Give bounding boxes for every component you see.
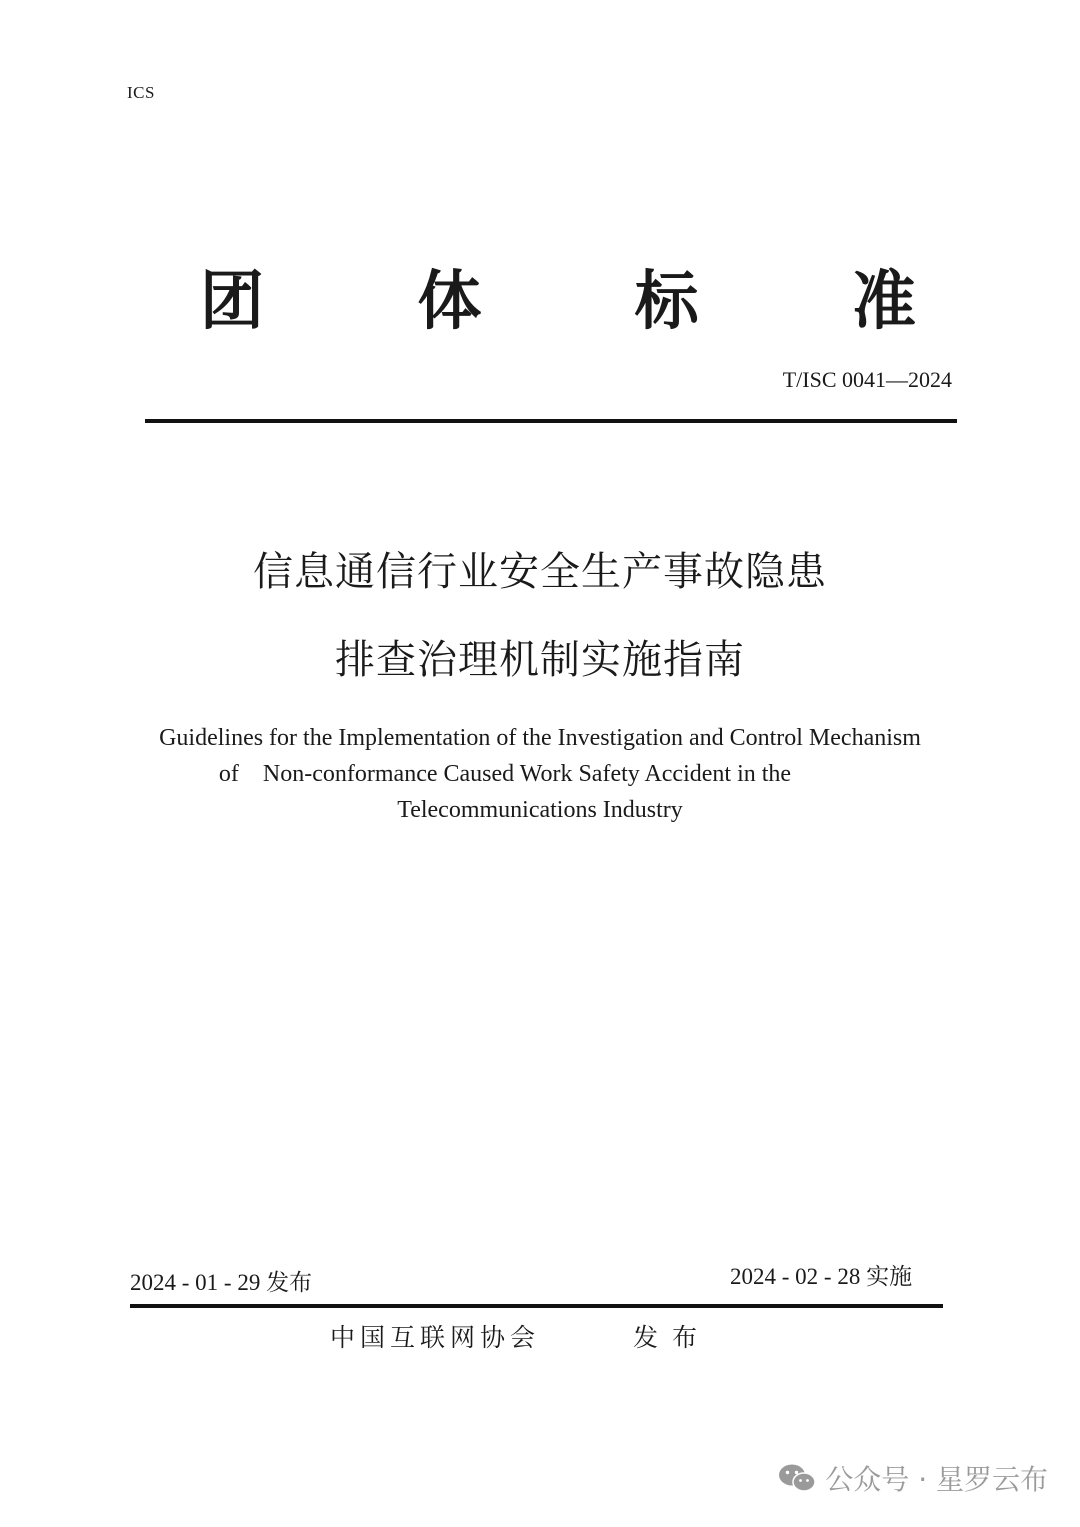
english-title-line-2-rest: Non-conformance Caused Work Safety Accident in the — [262, 761, 792, 787]
title-char-4: 准 — [851, 265, 916, 339]
chinese-title-line-2: 排查治理机制实施指南 — [335, 637, 745, 683]
wechat-icon — [777, 1462, 817, 1494]
publish-label: 发布 — [633, 1323, 712, 1352]
standard-code: T/ISC 0041—2024 — [782, 367, 952, 392]
bottom-divider — [130, 1304, 943, 1308]
title-char-3: 标 — [634, 265, 699, 339]
watermark-text: 公众号 · 星罗云布 — [825, 1463, 1048, 1496]
english-title-line-2-prefix: of — [218, 761, 239, 787]
english-title-line-3: Telecommunications Industry — [397, 797, 683, 823]
publisher-name: 中国互联网协会 — [330, 1323, 541, 1352]
implementation-date: 2024 - 02 - 28 实施 — [730, 1264, 913, 1289]
ics-label: ICS — [127, 83, 155, 102]
title-char-2: 体 — [417, 265, 482, 339]
english-title-line-2 — [0, 756, 1045, 792]
english-title-line-1: Guidelines for the Implementation of the Investigation and Control Mechanism — [159, 725, 921, 751]
watermark — [777, 1458, 1048, 1498]
standard-type-title — [150, 262, 940, 342]
chinese-title-line-1: 信息通信行业安全生产事故隐患 — [253, 549, 827, 595]
top-divider — [145, 419, 957, 423]
issue-date: 2024 - 01 - 29 发布 — [130, 1270, 313, 1295]
title-char-1: 团 — [200, 265, 264, 339]
